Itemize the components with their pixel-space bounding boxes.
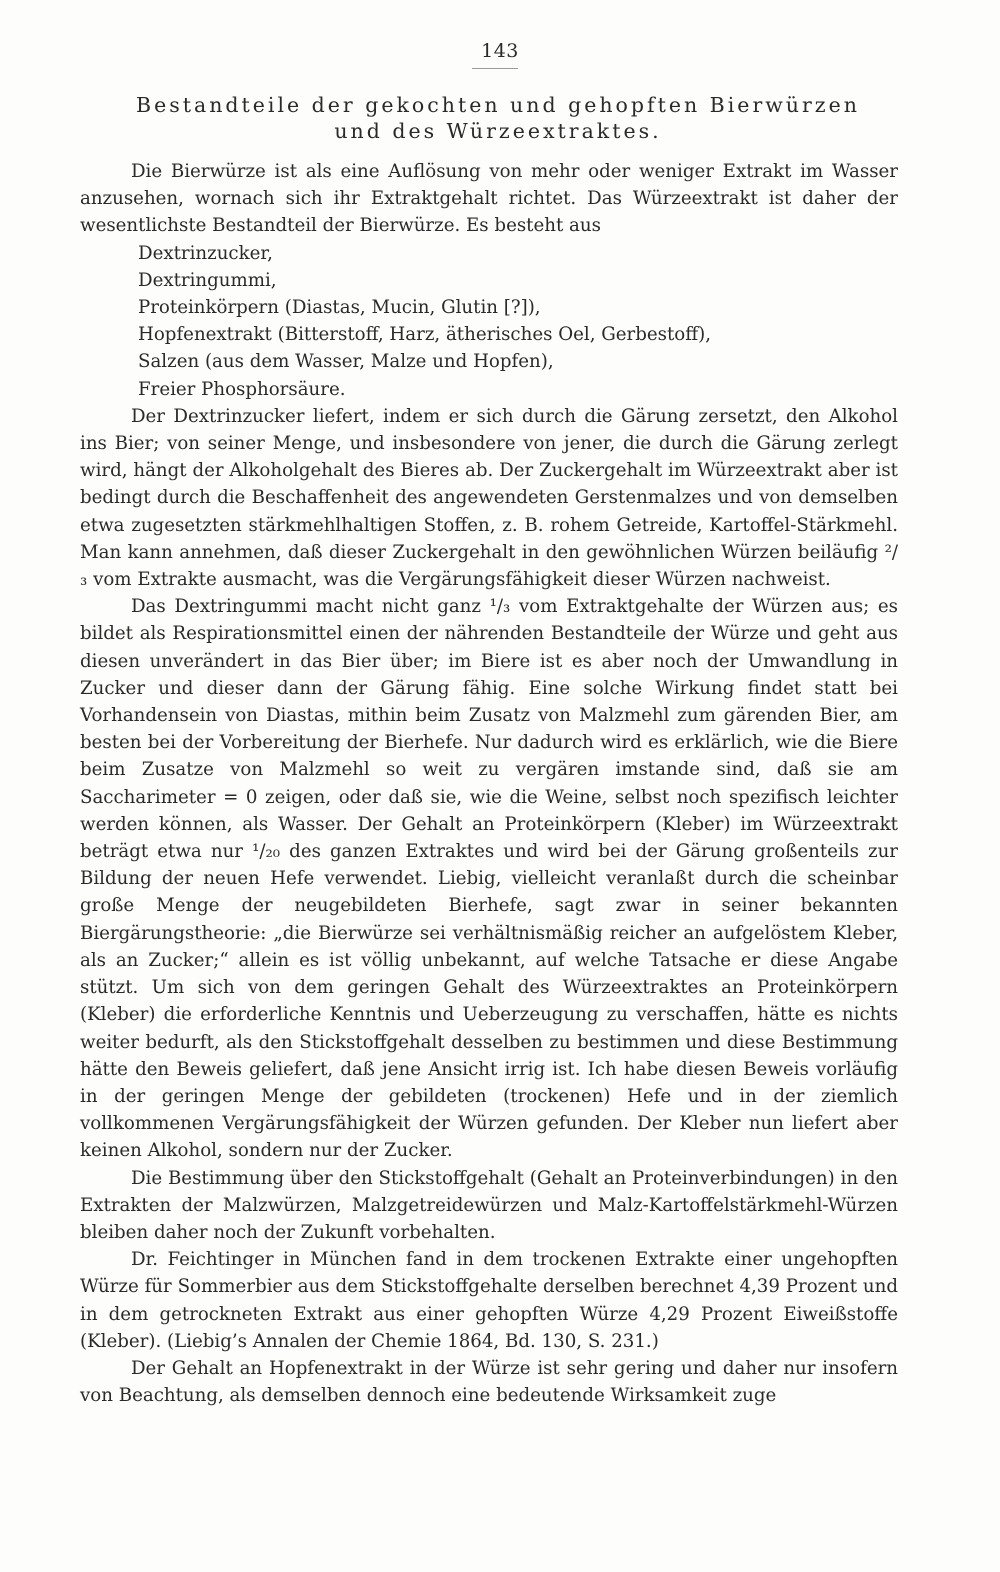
list-item: Salzen (aus dem Wasser, Malze und Hopfen),	[138, 351, 554, 373]
list-item: Dextringummi,	[138, 269, 277, 291]
paragraph-dextringummi: Das Dextringummi macht nicht ganz ¹/₃ vom Extraktgehalte der Würzen aus; es bildet als Respirationsmittel einen der nährenden Bestandteile der Würze und geht aus diesen unverändert in das Bier über; im Biere ist es aber noch der Umwandlung in Zucker und dieser dann der Gärung fähig. Eine solche Wirkung findet statt bei Vorhandensein von Diastas, mithin beim Zusatz von Malzmehl zum gärenden Bier, am besten bei der Vorbereitung der Bierhefe. Nur dadurch wird es erklärlich, wie die Biere beim Zusatze von Malzmehl so weit zu vergären imstande sind, daß sie am Saccharimeter = 0 zeigen, oder daß sie, wie die Weine, selbst noch spezifisch leichter werden können, als Wasser. Der Gehalt an Proteinkörpern (Kleber) im Würzeextrakt beträgt etwa nur ¹/₂₀ des ganzen Extraktes und wird bei der Gärung großenteils zur Bildung der neuen Hefe verwendet. Liebig, vielleicht veranlaßt durch die scheinbar große Menge der neugebildeten Bierhefe, sagt zwar in seiner bekannten Biergärungstheorie: „die Bierwürze sei verhältnismäßig reicher an aufgelöstem Kleber, als an Zucker;“ allein es ist völlig unbekannt, auf welche Tatsache er diese Angabe stützt. Um sich von dem geringen Gehalt des Würzeextraktes an Proteinkörpern (Kleber) die erforderliche Kenntnis und Ueberzeugung zu verschaffen, hätte es nichts weiter bedurft, als den Stickstoffgehalt desselben zu bestimmen und diese Bestimmung hätte den Beweis geliefert, daß jene Ansicht irrig ist. Ich habe diesen Beweis vorläufig in der geringen Menge der gebildeten (trockenen) Hefe und in der ziemlich vollkommenen Vergärungsfähigkeit der Würzen gefunden. Der Kleber nun liefert aber keinen Alkohol, sondern nur der Zucker.	[80, 596, 898, 1162]
page-number-rule	[472, 68, 518, 69]
body-text	[80, 158, 898, 1409]
paragraph-stickstoff: Die Bestimmung über den Stickstoffgehalt (Gehalt an Proteinverbindungen) in den Extrakten der Malzwürzen, Malzgetreidewürzen und Malz-Kartoffelstärkmehl-Würzen bleiben daher noch der Zukunft vorbehalten.	[80, 1167, 898, 1243]
heading-line-1: Bestandteile der gekochten und gehopften Bierwürzen	[136, 93, 860, 117]
section-heading	[80, 92, 916, 144]
list-item: Dextrinzucker,	[138, 242, 273, 264]
list-item-last: Freier Phosphorsäure.	[138, 378, 346, 400]
list-item: Proteinkörpern (Diastas, Mucin, Glutin [?]),	[138, 297, 541, 319]
heading-line-2: und des Würzeextraktes.	[334, 119, 662, 143]
paragraph-dextrinzucker: Der Dextrinzucker liefert, indem er sich durch die Gärung zersetzt, den Alkohol ins Bier; von seiner Menge, und insbesondere von jener, die durch die Gärung zerlegt wird, hängt der Alkoholgehalt des Bieres ab. Der Zuckergehalt im Würzeextrakt aber ist bedingt durch die Beschaffenheit des angewendeten Gerstenmalzes und von demselben etwa zugesetzten stärkmehlhaltigen Stoffen, z. B. rohem Getreide, Kartoffel-Stärkmehl. Man kann annehmen, daß dieser Zuckergehalt in den gewöhnlichen Würzen beiläufig ²/₃ vom Extrakte ausmacht, was die Vergärungsfähigkeit dieser Würzen nachweist.	[80, 405, 898, 591]
component-list	[80, 240, 898, 376]
list-item: Hopfenextrakt (Bitterstoff, Harz, ätherisches Oel, Gerbestoff),	[138, 324, 712, 346]
paragraph-feichtinger: Dr. Feichtinger in München fand in dem trockenen Extrakte einer ungehopften Würze für Sommerbier aus dem Stickstoffgehalte derselben berechnet 4,39 Prozent und in dem getrockneten Extrakt aus einer gehopften Würze 4,29 Prozent Eiweißstoffe (Kleber). (Liebig’s Annalen der Chemie 1864, Bd. 130, S. 231.)	[80, 1249, 898, 1352]
paragraph-intro: Die Bierwürze ist als eine Auflösung von mehr oder weniger Extrakt im Wasser anzusehen, wornach sich ihr Extraktgehalt richtet. Das Würzeextrakt ist daher der wesentlichste Bestandteil der Bierwürze. Es besteht aus	[80, 161, 898, 237]
paragraph-hopfenextrakt: Der Gehalt an Hopfenextrakt in der Würze ist sehr gering und daher nur insofern von Beachtung, als demselben dennoch eine bedeutende Wirksamkeit zuge	[80, 1357, 898, 1407]
page-number: 143	[481, 40, 519, 62]
